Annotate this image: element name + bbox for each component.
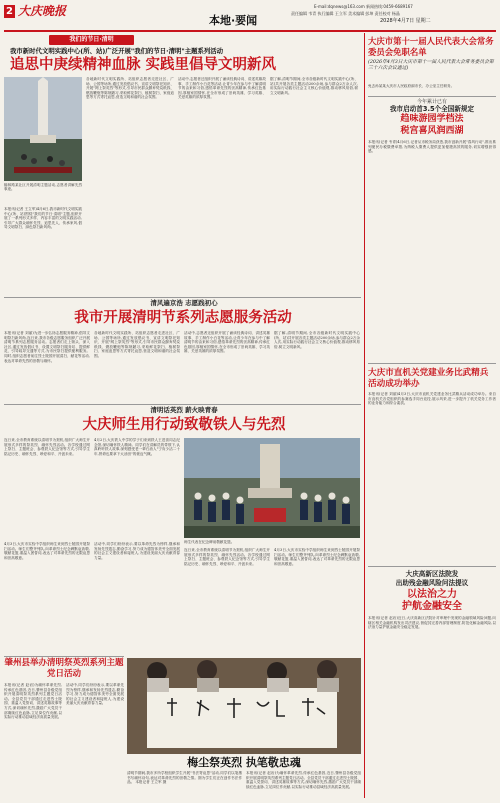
top-story-para-4: 据了解,清明节期间,全市各级新时代文明实践中心(所、站)共开展各类主题活动200余场,参与群众2万余人次,用实际行动践行社会主义核心价值观,推动移风易俗,树立文明新风。 [270,77,358,95]
teachers-story-kicker: 清明话英烈 薪火映青春 [150,406,218,414]
calligraphy-headline: 梅尘祭英烈 执笔敬忠魂 [187,756,301,769]
volunteer-col-3: 活动中,志愿者还组织开展了诵读经典诗词、讲述英雄故事、手工制作小白花等活动,让青少年在参与中了解清明节的由来和习俗,感悟革命先烈的崇高精神,传承红色基因,厚植家国情怀,在全市形成了崇尚英雄、学习英雄、关爱英雄的浓厚氛围。 [184,331,270,354]
top-story-subtitle: 我市新时代文明实践中心(所、站)广泛开展"我们的节日·清明"主题系列活动 [10,47,224,55]
monument-photo [4,77,82,181]
teachers-para-6: 4月3日,大庆市实验中学组织师生来到烈士陵园开展祭扫活动。师生们整齐列队,向革命烈士纪念碑默哀致敬,敬献花篮,重温入团誓词,表达了对革命先烈的无限哀思和崇高敬意。 [274,548,360,566]
monument-photo-image [4,77,82,181]
teachers-para-1: 连日来,全市教育系统以清明节为契机,组织广大师生开展形式多样的祭英烈、缅怀先烈活动。各学校通过网上祭扫、主题班会、参观铁人纪念馆等方式,引导学生铭记历史、缅怀先烈、珍爱和平、开创未来。 [4,438,90,456]
volunteer-story-headline: 我市开展清明节系列志愿服务活动 [74,310,292,326]
divider [368,96,496,97]
sidebar-story4-headline-d: 护航金融安全 [402,601,462,612]
sidebar-story4-text: 本报讯(记者 赵岩)近日,大庆高新区法院针对审理中发现的金融领域风险问题,向辖区相关金融机构发出司法建议,督促其完善内部管理制度,防范化解金融风险,以法治力量护航金融安全稳定发展。 [368,616,496,630]
volunteer-col-1: 本报讯(记者 刘丽)为进一步弘扬志愿服务精神,倡导文明祭扫新风尚,连日来,我市各级志愿服务组织广泛开展清明节系列志愿服务活动。志愿者们走上街头、深入社区,通过发放倡议书、设置文明祭扫服务站、提供鲜花、引导疏导交通等方式,为市民祭扫提供便利服务。同时,组织志愿者前往烈士陵园开展清扫、献花等活动,表达对革命先烈的崇敬与缅怀。 [4,331,90,363]
newspaper-logo: 大庆晚报 [18,4,67,18]
top-story-headline: 追思中庚续精神血脉 实践里倡导文明新风 [10,57,277,73]
teachers-para-3: 4月3日,大庆市实验中学组织师生来到烈士陵园开展祭扫活动。师生们整齐列队,向革命烈士纪念碑默哀致敬,敬献花篮,重温入团誓词,表达了对革命先烈的无限哀思和崇高敬意。 [4,542,90,560]
teachers-para-4: 活动中,同学们纷纷表示,要以革命先烈为榜样,继承和发扬先烈遗志,勤奋学习,努力成为德智体美劳全面发展的社会主义建设者和接班人,为建设美丽大庆贡献青春力量。 [94,542,180,560]
issue-date: 2028年4月7日 星期二 [380,18,431,24]
page-number: 2 [6,6,13,17]
monument-photo-caption: 榆林路某社区开展清明主题活动,志愿者讲解先烈事迹。 [4,183,82,192]
masthead-rule [4,30,496,32]
zhaozhou-headline: 肇州县举办清明祭英烈系列主题党日活动 [4,658,124,679]
zhaozhou-story [4,658,124,798]
divider [368,566,496,567]
sidebar-story2-headline-b: 趋味游园学档法 [400,114,464,124]
sidebar-story2-text: 本报讯(记者 韦青)4月6日,记者从市税务局获悉,我市创新开展"春风行动",推出系列便民办税缴费举措,为纳税人缴费人提供更加便捷高效的服务,切实增强获得感。 [368,140,496,154]
sidebar-story1-sub: (2026年4月3日大庆市第十一届人民代表大会常务委员会第三十六次会议通过) [368,60,494,72]
calligraphy-text: 本报讯(记者 赵岩)为缅怀革命先烈,传承红色基因,近日,肇州县各级党组织开展清明祭英烈系列主题党日活动。全县党员干部通过走进烈士陵园、重温入党誓词、讲述英雄故事等方式,深切缅怀先烈,激励广大党员干部赓续红色血脉,立足岗位作贡献,以实际行动推动县域经济高质量发展。 [246,771,361,789]
divider [4,297,361,298]
sidebar-story2-headline-c: 税宫喜风润西湖 [400,126,464,136]
teachers-story-headline: 大庆师生用行动致敬铁人与先烈 [82,417,286,433]
contact-info: E-mail:dqnews@163.com 新闻热线:0459-6689167 [314,4,413,9]
sidebar-rule [364,33,365,798]
top-story [4,33,361,295]
volunteer-col-4: 据了解,清明节期间,全市各级新时代文明实践中心(所、站)共开展各类主题活动200余场,参与群众2万余人次,用实际行动践行社会主义核心价值观,推动移风易俗,树立文明新风。 [274,331,360,349]
sidebar [368,34,496,798]
volunteer-story [4,299,361,402]
divider [368,363,496,364]
sidebar-story4-headline-c: 以法治之力 [407,589,457,600]
ceremony-photo [184,438,360,538]
calligraphy-photo-image [127,658,361,754]
teachers-para-2: 4月2日,大庆铁人中学的学子们来到铁人王进喜同志纪念馆,深切缅怀铁人精神。同学们在讲解员的带领下,认真聆听铁人故事,深刻感受老一辈石油人"宁肯少活二十年,拼命也要拿下大油田"的豪迈气概。 [94,438,180,456]
top-story-para-2: 各地新时代文明实践所、站组织志愿者走进社区、广场、公园等场所,通过发放倡议书、宣讲文明祭祀知识、开展"网上祭英烈"等形式,引导市民群众摒弃焚烧纸钱、燃放鞭炮等陈规陋习,采取鲜花祭扫、植树祭扫、家庭追思等方式寄托哀思,营造文明和谐的社会氛围。 [86,77,174,100]
top-story-para-1: 本报讯(记者 王立军)4月6日,我市新时代文明实践中心(所、站)围绕"我们的节日·清明"主题,组织开展了一系列形式多样、内容丰富的文明实践活动,引导广大群众缅怀先烈、追思先人、传承家风,倡导文明祭扫、绿色祭扫新风尚。 [4,207,82,230]
sidebar-story3-text: 本报讯(记者 刘丽)4月3日,大庆市直机关党建业务比武精兵活动成功举办。来自市直机关各党组织的参赛选手同台竞技,展示风采,进一步提升了机关党务工作者的业务能力和综合素质。 [368,392,496,406]
sidebar-story2-kicker: 今年累计已有 [416,99,447,105]
top-story-para-3: 活动中,志愿者还组织开展了诵读经典诗词、讲述英雄故事、手工制作小白花等活动,让青少年在参与中了解清明节的由来和习俗,感悟革命先烈的崇高精神,传承红色基因,厚植家国情怀,在全市形成了崇尚英雄、学习英雄、关爱英雄的浓厚氛围。 [178,77,266,100]
calligraphy-photo [127,658,361,754]
editor-credits: 责任编辑 韦青 执行编辑 王立军 美术编辑 彭坤 责任校对 杨晶 [291,11,400,16]
divider [4,656,124,657]
teachers-story [4,406,361,654]
sidebar-story1-text: 免去孙某某大庆市人民政府副市长、办公室主任职务。 [368,84,455,88]
sidebar-story3-headline: 大庆市直机关党建业务比武精兵活动成功举办 [368,368,489,389]
teachers-para-5: 连日来,全市教育系统以清明节为契机,组织广大师生开展形式多样的祭英烈、缅怀先烈活动。各学校通过网上祭扫、主题班会、参观铁人纪念馆等方式,引导学生铭记历史、缅怀先烈、珍爱和平、开创未来。 [184,548,270,566]
sidebar-story4-headline-b: 出助残金融风险问法提议 [395,579,469,587]
section-title: 本地·要闻 [209,14,258,27]
ceremony-photo-image [184,438,360,538]
volunteer-story-kicker: 清风遍京浩 志愿践初心 [150,299,218,307]
sidebar-story4-headline-a: 大庆高新区法院发 [405,570,459,578]
calligraphy-caption: 清明节期间,我市多所学校组织学生开展"书法寄哀思"活动,同学们以笔墨书写缅怀诗句,表达对革命先烈的崇敬之情。图为学生们正在创作书法作品。 本报记者 王立军 摄 [127,771,242,785]
top-story-kicker: 我们的节日·清明 [69,36,114,43]
zhaozhou-para-1: 本报讯(记者 赵岩)为缅怀革命先烈,传承红色基因,近日,肇州县各级党组织开展清明祭英烈系列主题党日活动。全县党员干部通过走进烈士陵园、重温入党誓词、讲述英雄故事等方式,深切缅怀先烈,激励广大党员干部赓续红色血脉,立足岗位作贡献,以实际行动推动县域经济高质量发展。 [4,683,62,720]
ceremony-photo-caption: 师生代表在纪念碑前敬献花篮。 [184,540,235,544]
calligraphy-story [127,658,361,798]
divider [4,404,361,405]
masthead [4,4,496,30]
volunteer-col-2: 各地新时代文明实践所、站组织志愿者走进社区、广场、公园等场所,通过发放倡议书、宣讲文明祭祀知识、开展"网上祭英烈"等形式,引导市民群众摒弃焚烧纸钱、燃放鞭炮等陈规陋习,采取鲜花祭扫、植树祭扫、家庭追思等方式寄托哀思,营造文明和谐的社会氛围。 [94,331,180,358]
zhaozhou-para-2: 活动中,同学们纷纷表示,要以革命先烈为榜样,继承和发扬先烈遗志,勤奋学习,努力成为德智体美劳全面发展的社会主义建设者和接班人,为建设美丽大庆贡献青春力量。 [66,683,124,706]
sidebar-story2-headline-a: 我市启动首3.5个全国新规定 [389,105,475,113]
sidebar-story1-headline: 大庆市第十一届人民代表大会常务委员会免职名单 [368,36,494,57]
